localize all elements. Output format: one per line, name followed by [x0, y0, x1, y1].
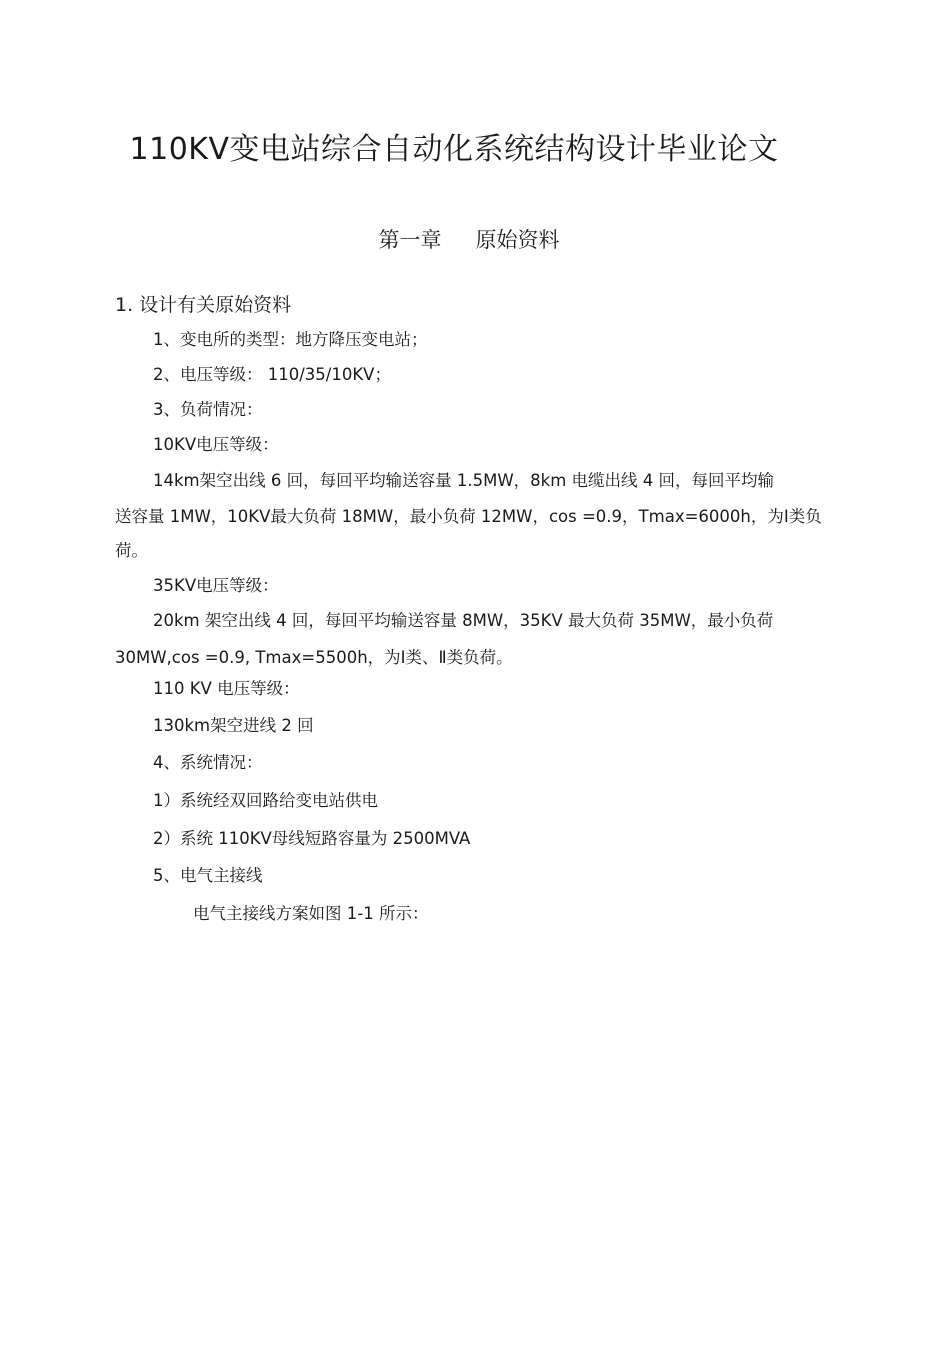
paragraph-voltage-levels: 2、电压等级： 110/35/10KV； [153, 365, 391, 384]
chapter-heading [0, 224, 938, 254]
chapter-name: 原始资料 [475, 228, 560, 252]
paragraph-system-status: 4、系统情况： [153, 753, 263, 772]
chapter-number: 第一章 [378, 228, 442, 252]
paragraph-35kv-line1: 20km 架空出线 4 回，每回平均输送容量 8MW，35KV 最大负荷 35MW，最小负荷 [153, 611, 774, 630]
paragraph-10kv-line2: 送容量 1MW，10KV最大负荷 18MW，最小负荷 12MW，cos =0.9，Tmax=6000h，为Ⅰ类负 [115, 507, 822, 526]
paragraph-system-item1: 1）系统经双回路给变电站供电 [153, 791, 378, 810]
paragraph-main-wiring-figure: 电气主接线方案如图 1-1 所示： [193, 904, 429, 923]
paragraph-substation-type: 1、变电所的类型：地方降压变电站； [153, 330, 428, 349]
paragraph-10kv-line3: 荷。 [115, 541, 148, 560]
paragraph-load-status: 3、负荷情况： [153, 400, 263, 419]
paragraph-35kv-line2: 30MW,cos =0.9, Tmax=5500h，为Ⅰ类、Ⅱ类负荷。 [115, 648, 513, 667]
paragraph-10kv-line1: 14km架空出线 6 回，每回平均输送容量 1.5MW，8km 电缆出线 4 回，每回平均输 [153, 471, 775, 490]
paragraph-110kv-heading: 110 KV 电压等级： [153, 679, 300, 698]
paragraph-system-item2: 2）系统 110KV母线短路容量为 2500MVA [153, 829, 471, 848]
document-title: 110KV变电站综合自动化系统结构设计毕业论文 [129, 132, 779, 167]
paragraph-main-wiring: 5、电气主接线 [153, 866, 263, 885]
paragraph-10kv-heading: 10KV电压等级： [153, 435, 279, 454]
paragraph-35kv-heading: 35KV电压等级： [153, 576, 279, 595]
paragraph-110kv-line: 130km架空进线 2 回 [153, 716, 314, 735]
section-heading: 1. 设计有关原始资料 [115, 294, 292, 316]
